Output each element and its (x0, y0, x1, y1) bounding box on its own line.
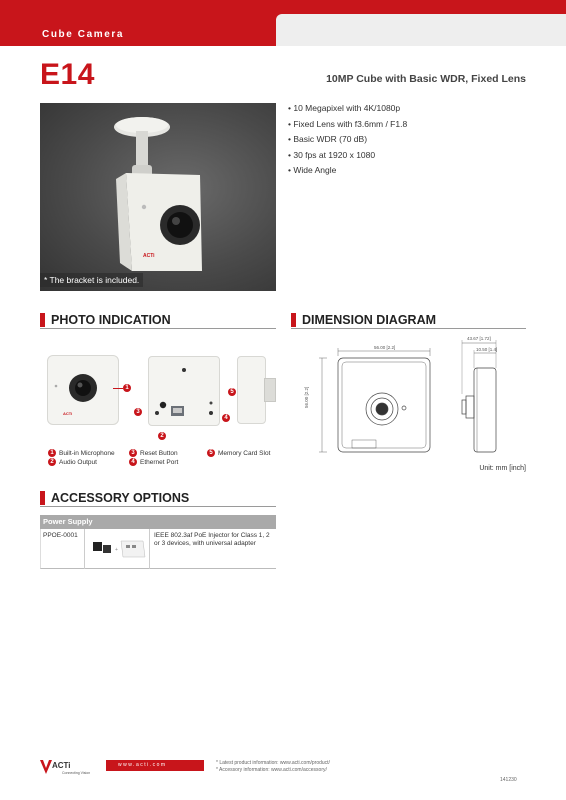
svg-text:+: + (115, 547, 118, 553)
document-code: 141230 (500, 777, 517, 783)
legend-item (129, 449, 178, 458)
port-icons (149, 357, 219, 425)
callout-2: 2 (158, 432, 166, 440)
bracket-note: * The bracket is included. (40, 273, 143, 287)
camera-side-view (237, 356, 266, 424)
width-dimension: 56.00 [2.2] (374, 345, 396, 350)
callout-5: 5 (228, 388, 236, 396)
legend-label: Ethernet Port (140, 459, 179, 466)
accessory-title: ACCESSORY OPTIONS (51, 491, 190, 505)
feature-item: • 30 fps at 1920 x 1080 (288, 148, 407, 164)
footer-note: * Latest product information: www.acti.com/product/ (216, 760, 330, 766)
camera-front-view (47, 355, 119, 425)
legend-label: Reset Button (140, 450, 178, 457)
depth-secondary-dimension: 10.50 [1.4] (476, 347, 498, 352)
accessory-group-header: Power Supply (40, 515, 276, 529)
footer-url[interactable]: www.acti.com (106, 760, 204, 771)
acti-logo-icon (40, 760, 52, 774)
accessory-image (85, 529, 150, 569)
section-divider (40, 328, 276, 329)
footer-note: * Accessory information: www.acti.com/accessory/ (216, 767, 327, 773)
section-divider (291, 328, 526, 329)
feature-item: • 10 Megapixel with 4K/1080p (288, 101, 407, 117)
footer-brand: ACTi (52, 761, 71, 770)
depth-dimension: 43.67 [1.72] (467, 336, 491, 341)
accessory-description: IEEE 802.3af PoE Injector for Class 1, 2 or 3 devices, with universal adapter (154, 532, 270, 547)
legend-label: Audio Output (59, 459, 97, 466)
model-name: E14 (40, 58, 95, 91)
feature-item: • Fixed Lens with f3.6mm / F1.8 (288, 117, 407, 133)
legend-column-3 (207, 449, 270, 458)
product-category: Cube Camera (42, 29, 125, 40)
accessory-code: PPOE-0001 (41, 529, 85, 569)
unit-note: Unit: mm [inch] (479, 465, 526, 472)
height-dimension: 56.00 [2.2] (304, 386, 309, 408)
callout-1: 1 (123, 384, 131, 392)
svg-text:ACTi: ACTi (63, 411, 73, 416)
lens-barrel (264, 378, 276, 402)
table-row (40, 529, 276, 569)
model-subtitle: 10MP Cube with Basic WDR, Fixed Lens (326, 73, 526, 85)
feature-item: • Wide Angle (288, 163, 407, 179)
legend-number: 4 (129, 458, 137, 466)
photo-indication-title: PHOTO INDICATION (51, 313, 171, 327)
section-marker (40, 313, 45, 327)
legend-label: Memory Card Slot (218, 450, 271, 457)
dimension-drawing (300, 334, 526, 460)
legend-number: 1 (48, 449, 56, 457)
legend-item (207, 449, 270, 458)
legend-item (48, 458, 115, 467)
footer-tagline: Connecting Vision (62, 771, 91, 775)
lens-icon (48, 356, 118, 424)
camera-back-view (148, 356, 220, 426)
product-photo (40, 103, 276, 291)
legend-item (129, 458, 178, 467)
feature-item: • Basic WDR (70 dB) (288, 132, 407, 148)
legend-number: 3 (129, 449, 137, 457)
callout-3: 3 (134, 408, 142, 416)
poe-injector-icon (85, 529, 149, 569)
legend-column-2 (129, 449, 178, 467)
callout-4: 4 (222, 414, 230, 422)
hero-logo: ACTi (143, 253, 155, 259)
section-marker (40, 491, 45, 505)
legend-number: 2 (48, 458, 56, 466)
header-tab (276, 14, 566, 46)
section-marker (291, 313, 296, 327)
section-divider (40, 506, 276, 507)
leader-line (113, 388, 123, 389)
footer-notes (216, 760, 330, 774)
legend-item (48, 449, 115, 458)
feature-list (288, 101, 407, 179)
legend-label: Built-in Microphone (59, 450, 115, 457)
dimension-title: DIMENSION DIAGRAM (302, 313, 437, 327)
camera-illustration (40, 103, 276, 291)
legend-number: 5 (207, 449, 215, 457)
legend-column-1 (48, 449, 115, 467)
